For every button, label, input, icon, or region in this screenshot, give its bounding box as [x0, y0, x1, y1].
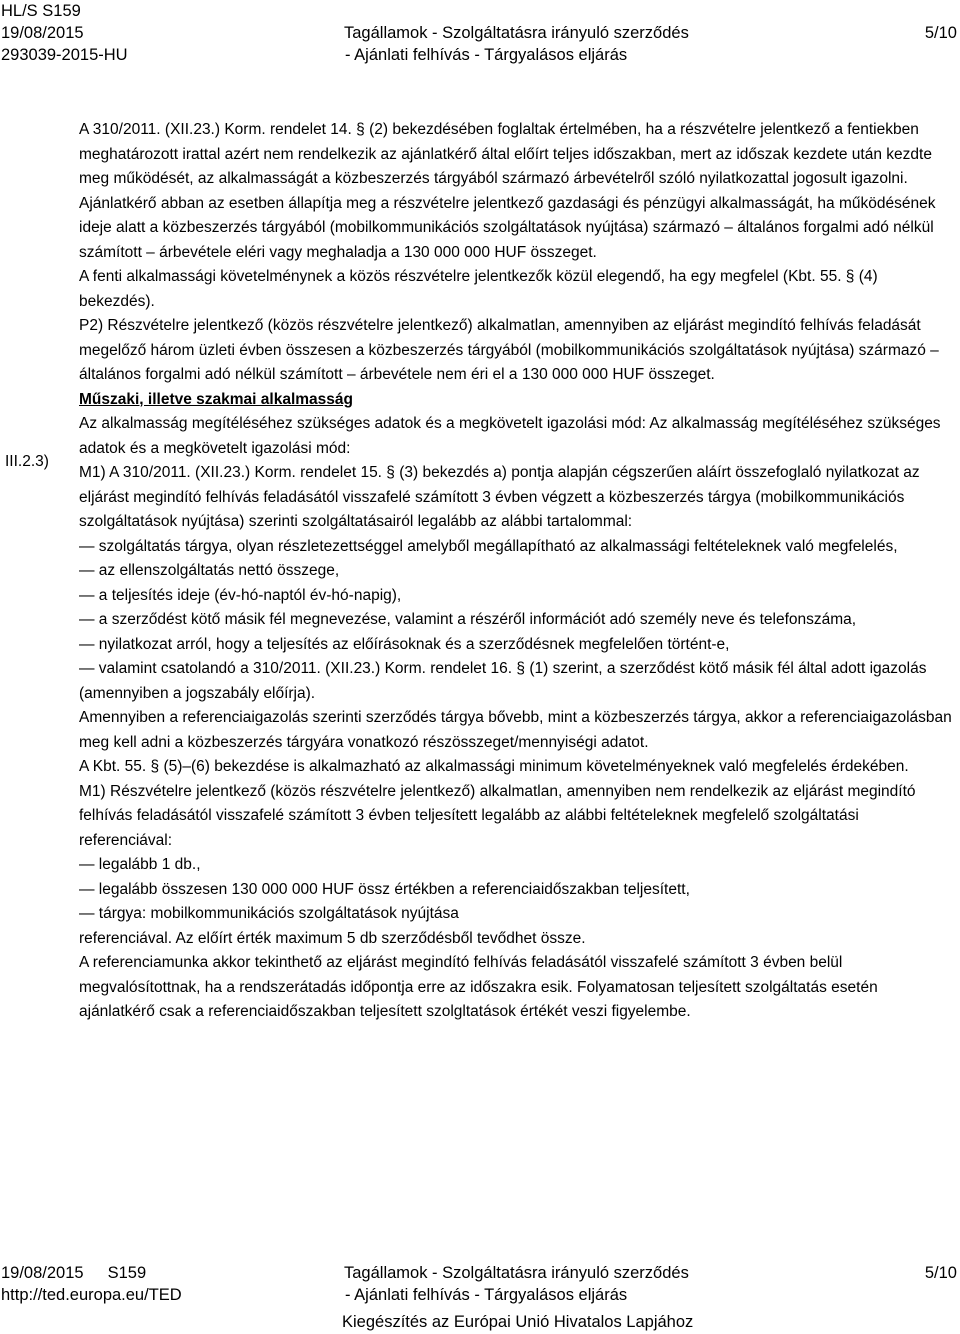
list-item: — szolgáltatás tárgya, olyan részletezettséggel amelyből megállapítható az alkalmassági feltételeknek való megfelelés,: [79, 537, 898, 555]
list-item: — valamint csatolandó a 310/2011. (XII.23.) Korm. rendelet 16. § (1) szerint, a szerződést kötő másik fél által adott igazolás (amennyiben a jogszabály előírja).: [79, 660, 927, 702]
paragraph: M1) A 310/2011. (XII.23.) Korm. rendelet 15. § (3) bekezdés a) pontja alapján cégszerűen aláírt összefoglaló nyilatkozat az eljárást megindító felhívás feladásától visszafelé számított 3 évben végzett a közbeszerzés tárgya (mobilkommunikációs szolgáltatások nyújtása) szerinti szolgáltatásairól legalább az alábbi tartalommal:: [79, 464, 920, 530]
list-item: — legalább 1 db.,: [79, 856, 201, 873]
header-date: 19/08/2015: [1, 24, 84, 42]
paragraph: M1) Részvételre jelentkező (közös részvételre jelentkező) alkalmatlan, amennyiben nem rendelkezik az eljárást megindító felhívás feladásától visszafelé számított 3 évben teljesített legalább az alábbi feltételeknek megfelelő szolgáltatási referenciával:: [79, 782, 916, 849]
page-footer: [0, 1262, 960, 1334]
footer-notice-type-line2: - Ajánlati felhívás - Tárgyalásos eljárás: [345, 1286, 628, 1304]
paragraph: P2) Részvételre jelentkező (közös részvételre jelentkező) alkalmatlan, amennyiben az eljárást megindító felhívás feladását megelőző három üzleti évben összesen a közbeszerzés tárgyából (mobilkommunikációs szolgáltatások nyújtása) származó – általános forgalmi adó nélkül számított – árbevétele nem éri el a 130 000 000 HUF összeget.: [79, 317, 939, 383]
paragraph: referenciával. Az előírt érték maximum 5 db szerződésből tevődhet össze.: [79, 929, 586, 947]
footer-page-number: 5/10: [924, 1264, 957, 1282]
paragraph: A Kbt. 55. § (5)–(6) bekezdése is alkalmazható az alkalmassági minimum követelményeknek való megfelelés érdekében.: [79, 758, 909, 775]
footer-issue-info: [1, 1262, 182, 1306]
paragraph: Az alkalmasság megítéléséhez szükséges adatok és a megkövetelt igazolási mód: Az alkalmasság megítéléséhez szükséges adatok és a megkövetelt igazolási mód:: [79, 415, 941, 457]
list-item: — az ellenszolgáltatás nettó összege,: [79, 562, 340, 579]
paragraph: A 310/2011. (XII.23.) Korm. rendelet 14. § (2) bekezdésében foglaltak értelmében, ha a részvételre jelentkező a fentiekben meghatározott irattal azért nem rendelkezik az ajánlatkérő által előírt teljes időszakban, mert az időszak kezdete után kezdte meg működését, az alkalmasságát a közbeszerzés tárgyából származó árbevételről szóló nyilatkozattal jogosult igazolni. Ajánlatkérő abban az esetben állapítja meg a részvételre jelentkező gazdasági és pénzügyi alkalmasságát, ha működésének ideje alatt a közbeszerzés tárgyából (mobilkommunikációs szolgáltatások nyújtása) származó – általános forgalmi adó nélkül számított – árbevétele eléri vagy meghaladja a 130 000 000 HUF összeget.: [79, 121, 936, 261]
header-doc-id: HL/S S159: [1, 2, 81, 20]
footer-notice-type-line1: Tagállamok - Szolgáltatásra irányuló szerződés: [344, 1264, 689, 1282]
header-notice-type: [344, 22, 744, 66]
paragraph: Amennyiben a referenciaigazolás szerinti szerződés tárgya bővebb, mint a közbeszerzés tárgya, akkor a referenciaigazolásban meg kell adni a közbeszerzés tárgyára vonatkozó részösszeget/mennyiségi adatot.: [79, 709, 952, 751]
footer-url: http://ted.europa.eu/TED: [1, 1286, 182, 1304]
header-page-number: 5/10: [924, 24, 957, 42]
document-body: [79, 118, 955, 1025]
header-notice-number: 293039-2015-HU: [1, 46, 128, 64]
header-doc-info: [1, 0, 128, 66]
footer-date: 19/08/2015: [1, 1264, 84, 1282]
header-notice-type-line2: - Ajánlati felhívás - Tárgyalásos eljárás: [345, 46, 628, 64]
footer-notice-type: [344, 1262, 744, 1306]
paragraph: A referenciamunka akkor tekinthető az eljárást megindító felhívás feladásától visszafelé számított 3 évben belül megvalósítottnak, ha a rendszerátadás időpontja erre az időszakra esik. Folyamatosan teljesített szolgáltatás esetén ajánlatkérő csak a referenciaidőszakban teljesített szolgltatások értékét veszi figyelembe.: [79, 954, 878, 1020]
section-number: III.2.3): [5, 453, 49, 470]
header-notice-type-line1: Tagállamok - Szolgáltatásra irányuló szerződés: [344, 24, 689, 42]
list-item: — nyilatkozat arról, hogy a teljesítés az előírásoknak és a szerződésnek megfelelően történt-e,: [79, 635, 730, 653]
list-item: — a teljesítés ideje (év-hó-naptól év-hó-napig),: [79, 586, 402, 604]
page-header: [0, 0, 960, 68]
list-item: — a szerződést kötő másik fél megnevezése, valamint a részéről információt adó személy neve és telefonszáma,: [79, 611, 857, 628]
footer-issue: S159: [107, 1264, 147, 1282]
list-item: — legalább összesen 130 000 000 HUF össz értékben a referenciaidőszakban teljesített,: [79, 880, 690, 898]
footer-publication: Kiegészítés az Európai Unió Hivatalos Lapjához: [342, 1313, 694, 1331]
section-heading: Műszaki, illetve szakmai alkalmasság: [79, 390, 353, 408]
list-item: — tárgya: mobilkommunikációs szolgáltatások nyújtása: [79, 905, 459, 922]
paragraph: A fenti alkalmassági követelménynek a közös részvételre jelentkezők közül elegendő, ha egy megfelel (Kbt. 55. § (4) bekezdés).: [79, 268, 878, 310]
